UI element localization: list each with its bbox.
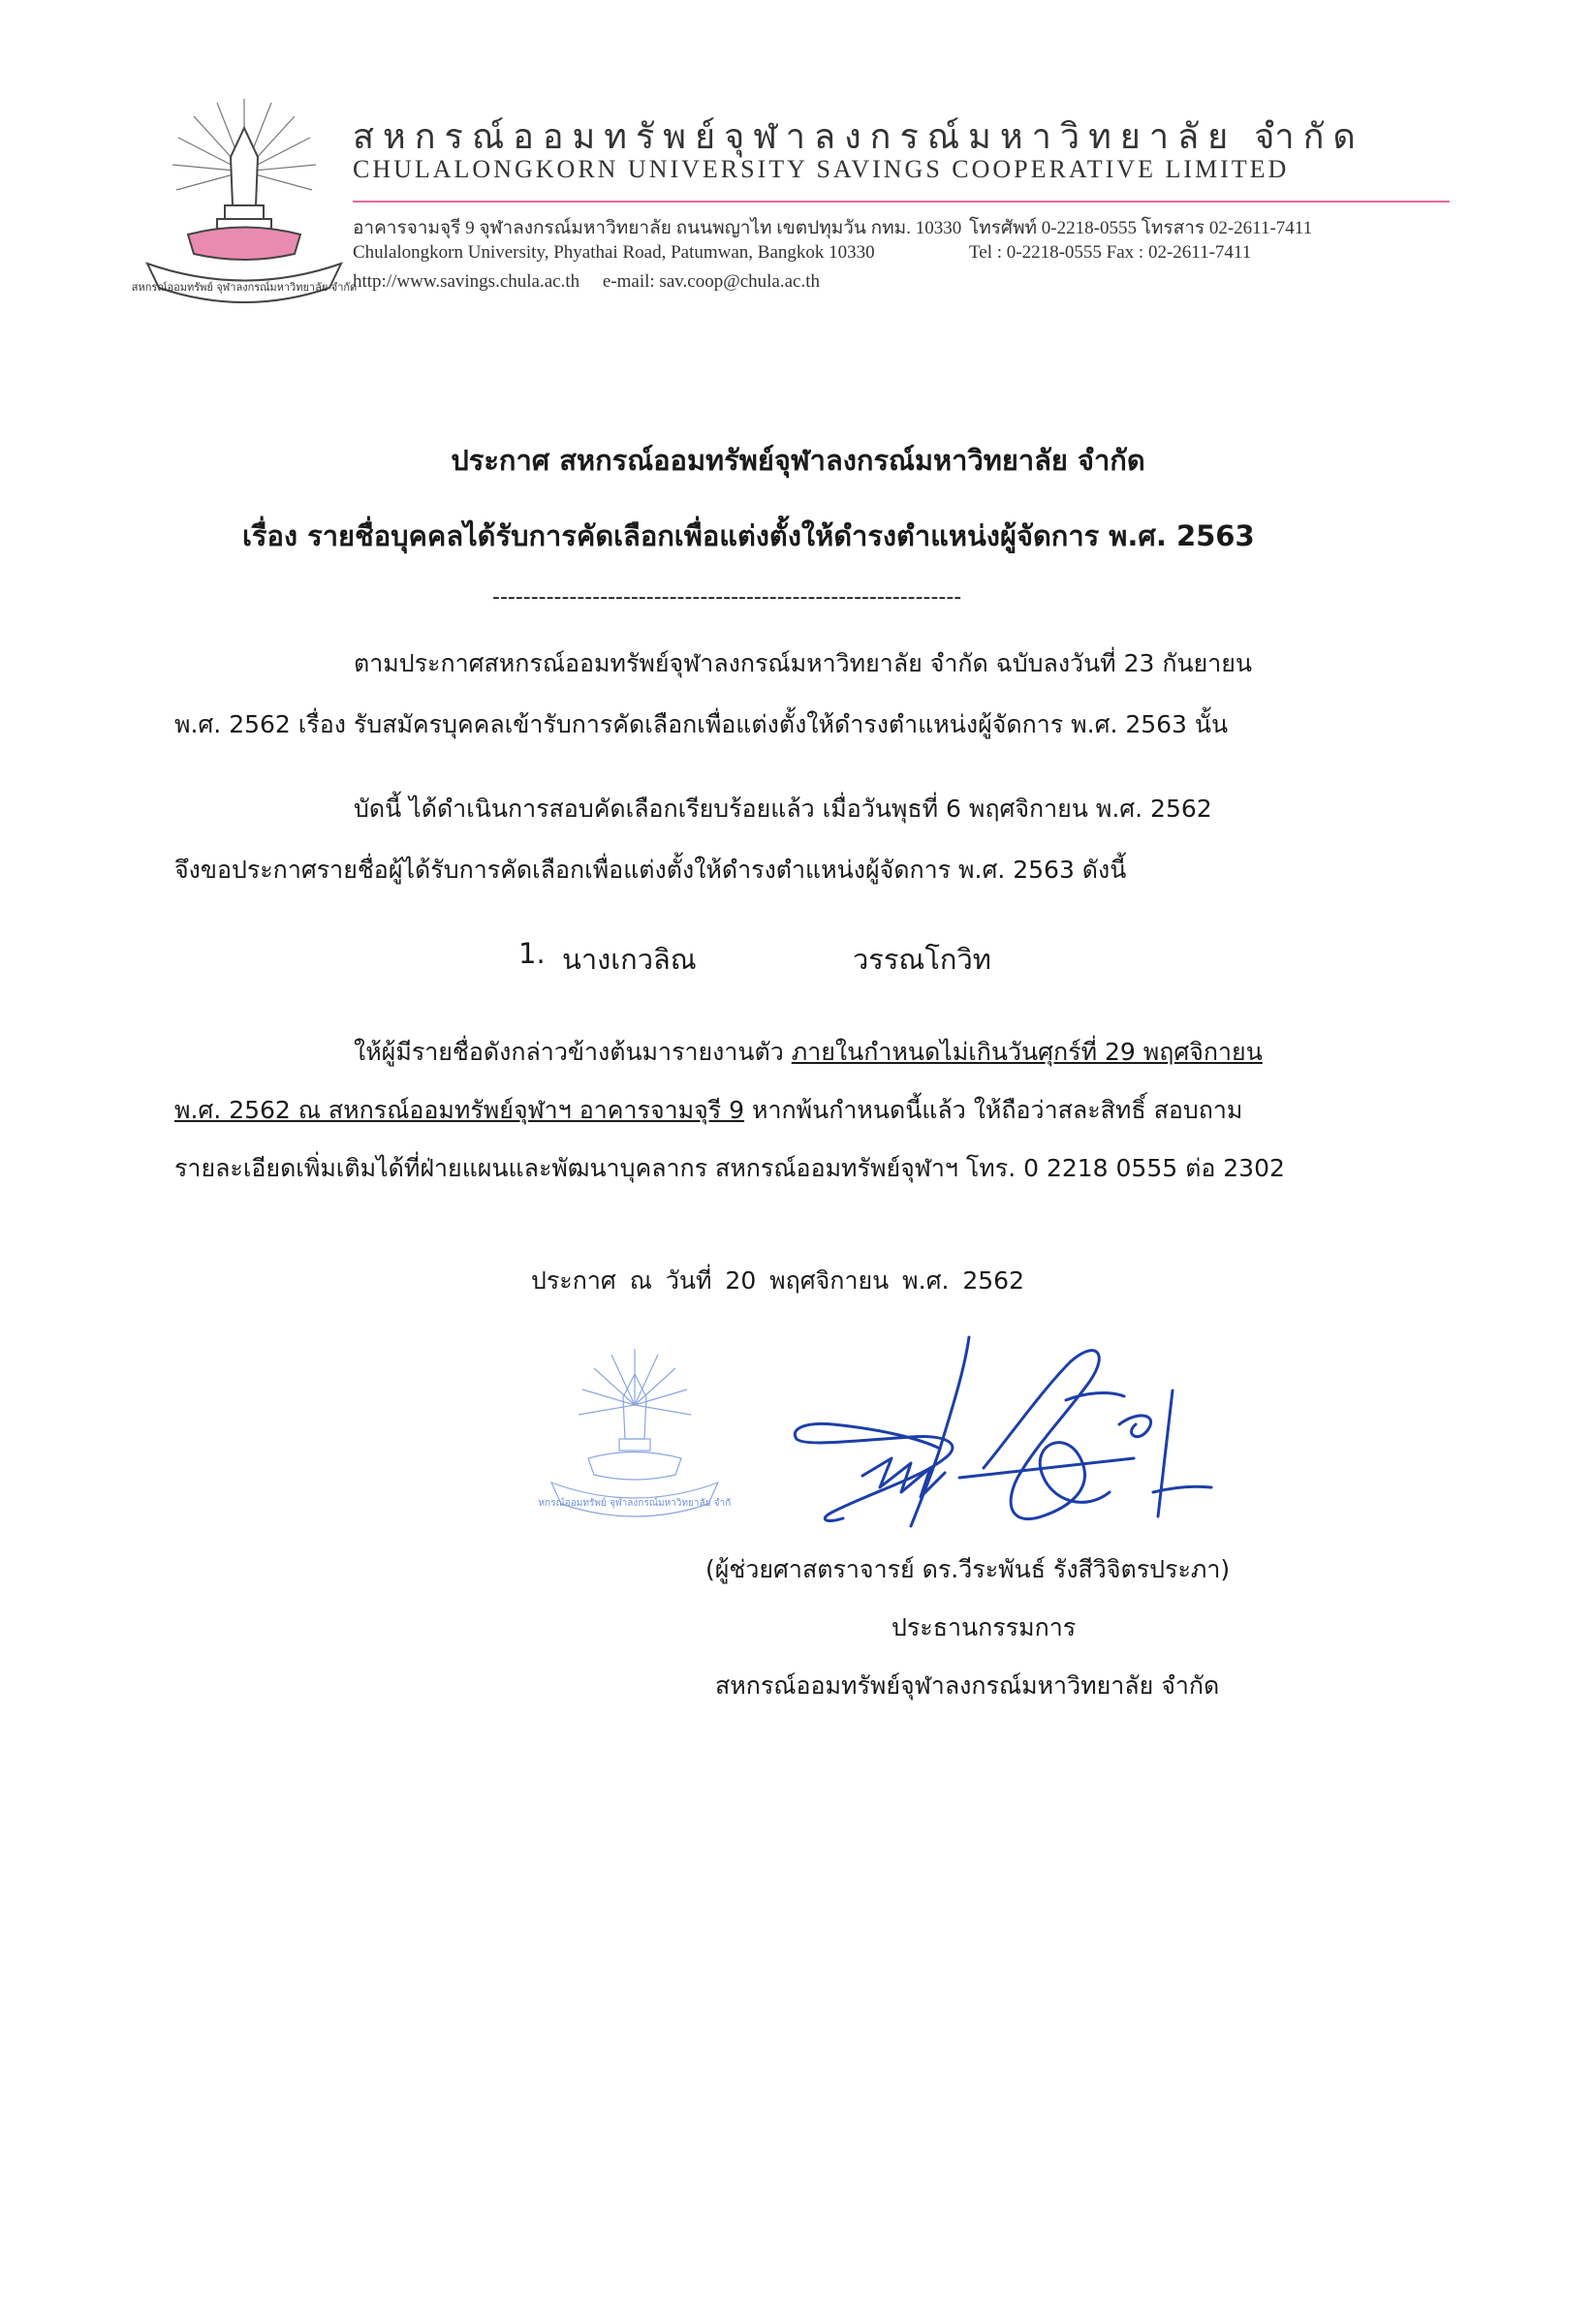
web-email-line [353, 271, 820, 293]
announcement-title: ประกาศ สหกรณ์ออมทรัพย์จุฬาลงกรณ์มหาวิทยาลัย จำกัด [451, 444, 1145, 477]
address-thai: อาคารจามจุรี 9 จุฬาลงกรณ์มหาวิทยาลัย ถนนพญาไท เขตปทุมวัน กทม. 10330 [353, 218, 962, 238]
candidate-last-name: วรรณโกวิท [853, 943, 991, 976]
cooperative-seal-stamp [538, 1337, 732, 1531]
phone-fax-english: Tel : 0-2218-0555 Fax : 02-2611-7411 [969, 242, 1252, 263]
letterhead-name-thai: สหกรณ์ออมทรัพย์จุฬาลงกรณ์มหาวิทยาลัย จำกัด [353, 117, 1364, 156]
letterhead-divider [353, 201, 1450, 203]
svg-text:สหกรณ์ออมทรัพย์ จุฬาลงกรณ์มหาว: สหกรณ์ออมทรัพย์ จุฬาลงกรณ์มหาวิทยาลัย จำกัด [538, 1498, 732, 1509]
signer-organization: สหกรณ์ออมทรัพย์จุฬาลงกรณ์มหาวิทยาลัย จำกัด [715, 1671, 1220, 1700]
paragraph-1-line-1: ตามประกาศสหกรณ์ออมทรัพย์จุฬาลงกรณ์มหาวิทยาลัย จำกัด ฉบับลงวันที่ 23 กันยายน [354, 649, 1253, 677]
paragraph-1-line-2: พ.ศ. 2562 เรื่อง รับสมัครบุคคลเข้ารับการคัดเลือกเพื่อแต่งตั้งให้ดำรงตำแหน่งผู้จัดการ พ.ศ. 2563 นั้น [174, 710, 1229, 738]
address-english: Chulalongkorn University, Phyathai Road, Patumwan, Bangkok 10330 [353, 242, 875, 263]
cooperative-logo [128, 89, 360, 310]
candidate-number: 1. [518, 937, 546, 970]
announcement-subject: เรื่อง รายชื่อบุคคลได้รับการคัดเลือกเพื่อแต่งตั้งให้ดำรงตำแหน่งผู้จัดการ พ.ศ. 2563 [242, 519, 1255, 552]
location-underlined: พ.ศ. 2562 ณ สหกรณ์ออมทรัพย์จุฬาฯ อาคารจามจุรี 9 [174, 1096, 745, 1124]
handwritten-signature [775, 1332, 1231, 1546]
candidate-first-name: นางเกวลิณ [562, 943, 697, 976]
paragraph-3-line-3: รายละเอียดเพิ่มเติมได้ที่ฝ่ายแผนและพัฒนาบุคลากร สหกรณ์ออมทรัพย์จุฬาฯ โทร. 0 2218 0555 ต่อ 2302 [174, 1154, 1285, 1182]
signer-name: (ผู้ช่วยศาสตราจารย์ ดร.วีระพันธ์ รังสีวิจิตรประภา) [705, 1555, 1231, 1583]
paragraph-3-line-1 [354, 1033, 1263, 1072]
report-instruction: ให้ผู้มีรายชื่อดังกล่าวข้างต้นมารายงานตัว [354, 1038, 792, 1066]
website-link[interactable]: http://www.savings.chula.ac.th [353, 271, 580, 292]
signer-position: ประธานกรรมการ [892, 1613, 1077, 1641]
email-link[interactable]: e-mail: sav.coop@chula.ac.th [602, 271, 820, 292]
forfeit-notice: หากพ้นกำหนดนี้แล้ว ให้ถือว่าสละสิทธิ์ สอบถาม [744, 1096, 1243, 1124]
letterhead-name-english: CHULALONGKORN UNIVERSITY SAVINGS COOPERATIVE LIMITED [353, 155, 1290, 183]
paragraph-2-line-2: จึงขอประกาศรายชื่อผู้ได้รับการคัดเลือกเพื่อแต่งตั้งให้ดำรงตำแหน่งผู้จัดการ พ.ศ. 2563 ดังนี้ [174, 856, 1127, 884]
deadline-underlined: ภายในกำหนดไม่เกินวันศุกร์ที่ 29 พฤศจิกายน [791, 1038, 1263, 1066]
announcement-date: ประกาศ ณ วันที่ 20 พฤศจิกายน พ.ศ. 2562 [531, 1266, 1024, 1295]
svg-text:สหกรณ์ออมทรัพย์ จุฬาลงกรณ์มหาว: สหกรณ์ออมทรัพย์ จุฬาลงกรณ์มหาวิทยาลัย จำกัด [131, 281, 358, 294]
paragraph-2-line-1: บัดนี้ ได้ดำเนินการสอบคัดเลือกเรียบร้อยแล้ว เมื่อวันพุธที่ 6 พฤศจิกายน พ.ศ. 2562 [354, 795, 1212, 823]
phone-fax-thai: โทรศัพท์ 0-2218-0555 โทรสาร 02-2611-7411 [969, 218, 1313, 238]
title-divider: ------------------------------------------------------------- [492, 585, 962, 609]
paragraph-3-line-2 [174, 1091, 1242, 1130]
